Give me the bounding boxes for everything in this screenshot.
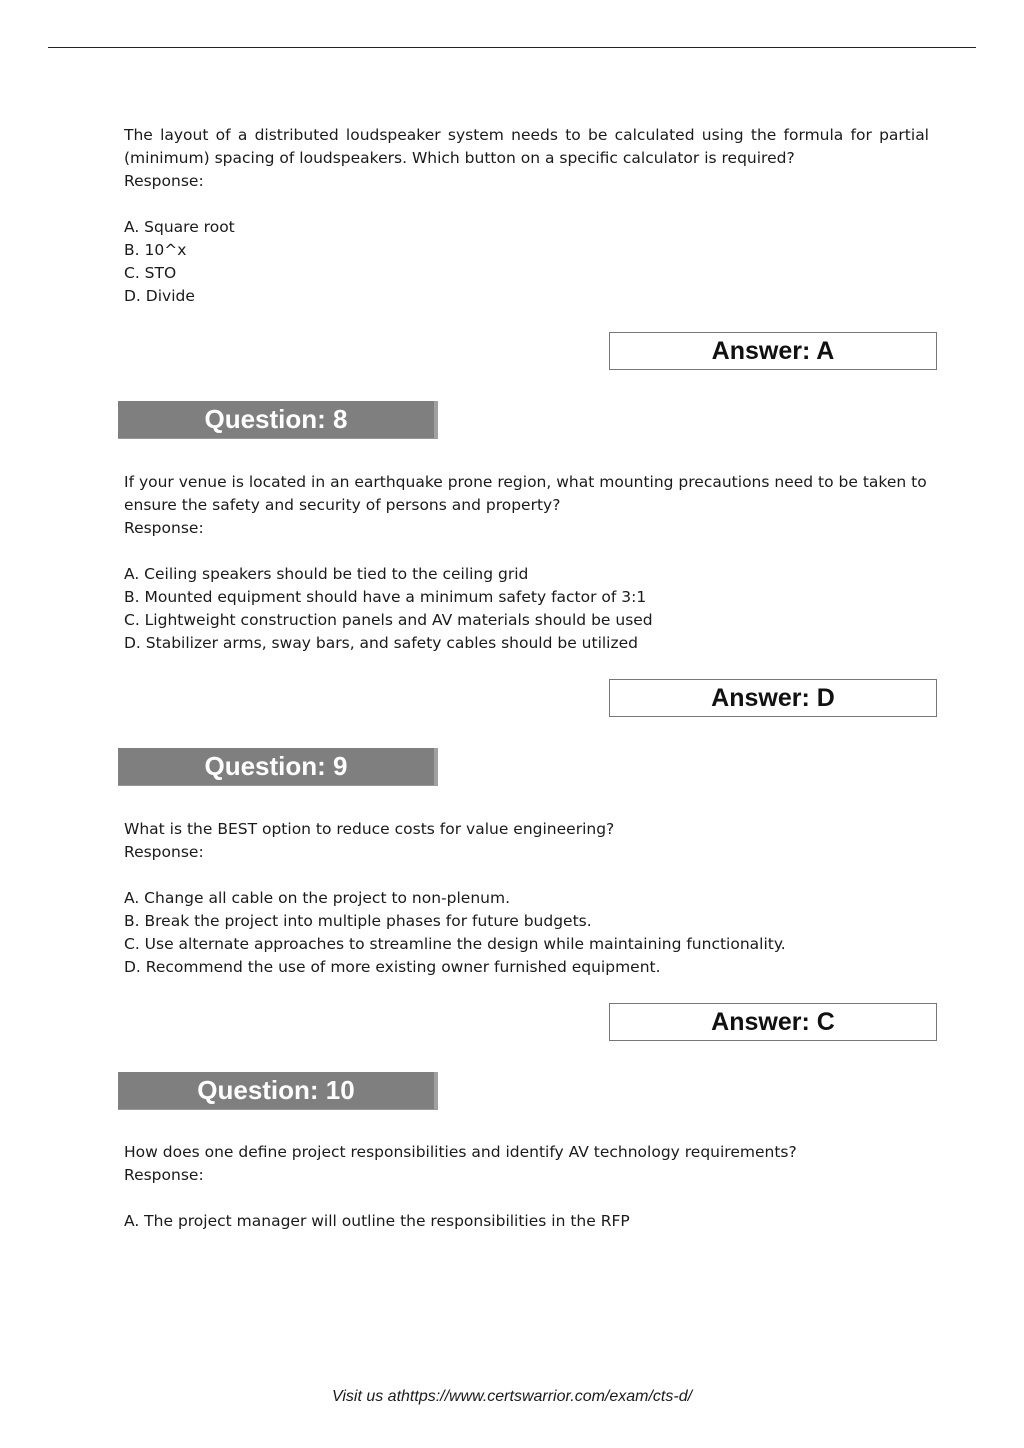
option-a: A. Ceiling speakers should be tied to the ceiling grid: [124, 565, 529, 583]
question-text: How does one define project responsibilities and identify AV technology requirements?: [124, 1143, 797, 1161]
option-b: B. Break the project into multiple phases for future budgets.: [124, 912, 592, 930]
header-divider: [48, 47, 976, 48]
answer-box-q8: Answer: D: [609, 679, 937, 717]
question-9-header: Question: 9: [118, 748, 438, 786]
option-c: C. Use alternate approaches to streamline the design while maintaining functionality.: [124, 935, 786, 953]
question-8-body: [124, 471, 929, 655]
response-label: Response:: [124, 172, 204, 190]
option-d: D. Stabilizer arms, sway bars, and safety cables should be utilized: [124, 634, 638, 652]
question-7-body: [124, 124, 929, 308]
answer-box-q9: Answer: C: [609, 1003, 937, 1041]
option-a: A. The project manager will outline the responsibilities in the RFP: [124, 1212, 630, 1230]
option-b: B. 10^x: [124, 241, 187, 259]
option-c: C. Lightweight construction panels and AV materials should be used: [124, 611, 653, 629]
option-c: C. STO: [124, 264, 177, 282]
question-text: The layout of a distributed loudspeaker system needs to be calculated using the formula for partial (minimum) spacing of loudspeakers. Which button on a specific calculator is required?: [124, 126, 929, 167]
response-label: Response:: [124, 843, 204, 861]
option-b: B. Mounted equipment should have a minimum safety factor of 3:1: [124, 588, 647, 606]
option-d: D. Recommend the use of more existing owner furnished equipment.: [124, 958, 661, 976]
footer-link[interactable]: Visit us athttps://www.certswarrior.com/exam/cts-d/: [331, 1388, 693, 1405]
question-text: If your venue is located in an earthquake prone region, what mounting precautions need to be taken to ensure the safety and security of persons and property?: [124, 473, 927, 514]
question-8-header: Question: 8: [118, 401, 438, 439]
option-a: A. Square root: [124, 218, 235, 236]
question-10-body: [124, 1141, 929, 1233]
question-9-body: [124, 818, 929, 979]
option-d: D. Divide: [124, 287, 195, 305]
response-label: Response:: [124, 519, 204, 537]
option-a: A. Change all cable on the project to non-plenum.: [124, 889, 511, 907]
answer-box-q7: Answer: A: [609, 332, 937, 370]
response-label: Response:: [124, 1166, 204, 1184]
question-text: What is the BEST option to reduce costs for value engineering?: [124, 820, 615, 838]
question-10-header: Question: 10: [118, 1072, 438, 1110]
